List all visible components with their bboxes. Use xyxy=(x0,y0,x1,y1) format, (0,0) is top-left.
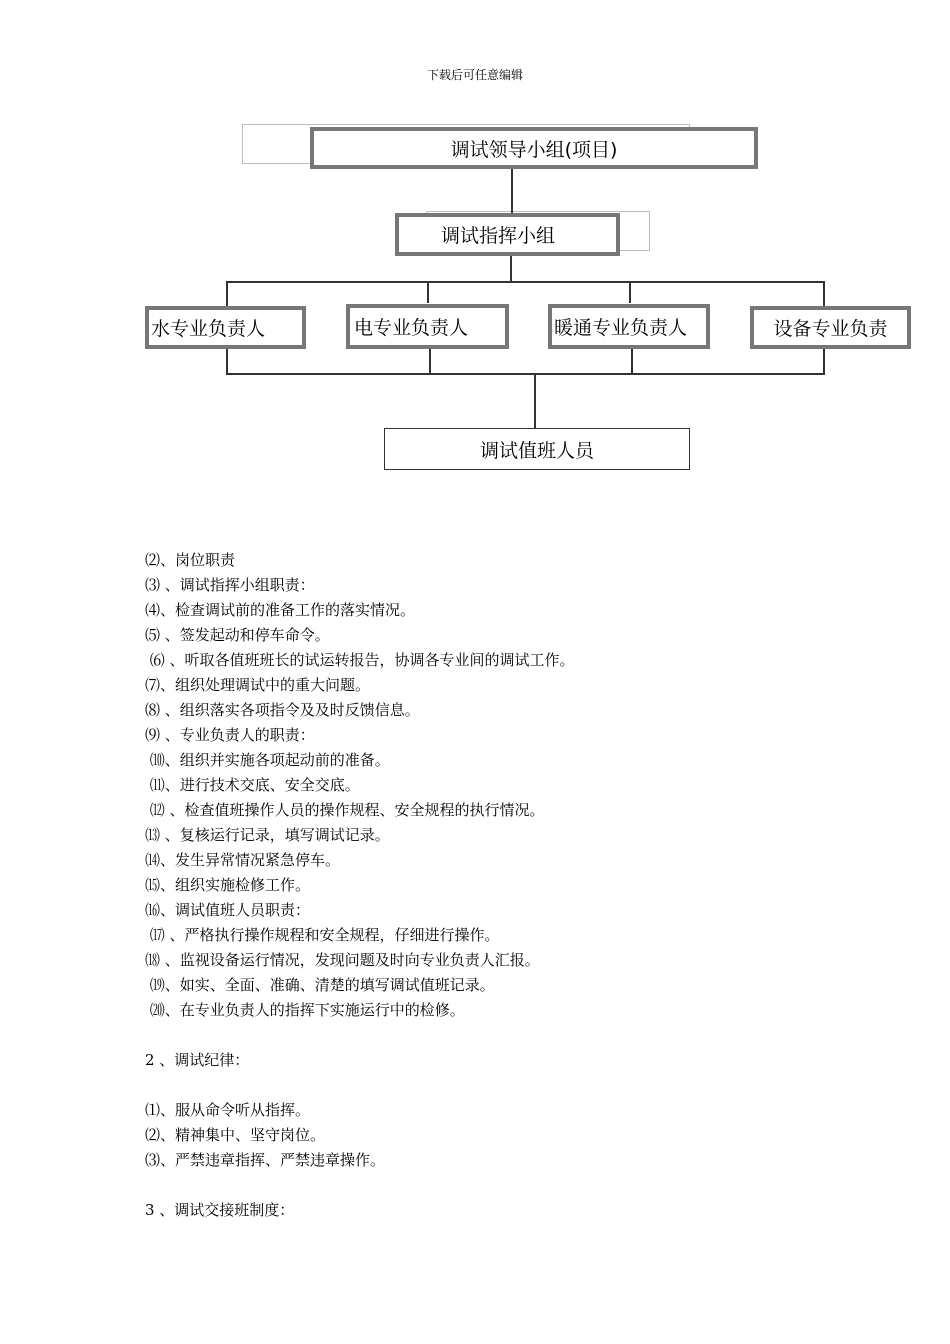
text-line: ⑿ 、检查值班操作人员的操作规程、安全规程的执行情况。 xyxy=(145,801,545,819)
electrical-specialist-box: 电专业负责人 xyxy=(346,304,509,349)
section-heading: 2 、调试纪律： xyxy=(145,1051,250,1069)
lower-rise-1 xyxy=(226,348,228,375)
page-header: 下载后可任意编辑 xyxy=(426,68,523,82)
lower-rise-2 xyxy=(429,348,431,375)
text-line: ⑶、严禁违章指挥、严禁违章操作。 xyxy=(145,1151,386,1169)
text-line: ⑺、组织处理调试中的重大问题。 xyxy=(145,676,371,694)
upper-drop-4 xyxy=(823,281,825,306)
text-line: ⑾、进行技术交底、安全交底。 xyxy=(145,776,360,794)
text-line: ⑷、检查调试前的准备工作的落实情况。 xyxy=(145,601,416,619)
upper-drop-3 xyxy=(629,281,631,303)
lower-rise-3 xyxy=(631,348,633,375)
text-line: ⑴、服从命令听从指挥。 xyxy=(145,1101,311,1119)
connector-top-to-command xyxy=(511,168,513,213)
text-line: ⑼ 、专业负责人的职责： xyxy=(145,726,315,744)
equipment-specialist-box: 设备专业负责 xyxy=(750,306,911,349)
section-heading: 3 、调试交接班制度： xyxy=(145,1201,295,1219)
lower-bus-line xyxy=(226,373,825,375)
water-specialist-box: 水专业负责人 xyxy=(145,306,306,349)
text-line: ⑵、岗位职责 xyxy=(145,551,236,569)
text-line: ⒇、在专业负责人的指挥下实施运行中的检修。 xyxy=(145,1001,465,1019)
connector-command-to-bus xyxy=(510,256,512,282)
top-leadership-box: 调试领导小组(项目) xyxy=(310,127,758,169)
text-line: ⑻ 、组织落实各项指令及及时反馈信息。 xyxy=(145,701,420,719)
text-line: ⒅ 、监视设备运行情况，发现问题及时向专业负责人汇报。 xyxy=(145,951,540,969)
upper-bus-line xyxy=(226,281,824,283)
lower-rise-4 xyxy=(823,348,825,375)
text-line: ⑽、组织并实施各项起动前的准备。 xyxy=(145,751,390,769)
connector-bus-to-duty xyxy=(534,373,536,429)
text-line: ⑹ 、听取各值班班长的试运转报告，协调各专业间的调试工作。 xyxy=(145,651,575,669)
text-line: ⒂、组织实施检修工作。 xyxy=(145,876,311,894)
document-body xyxy=(145,548,905,1223)
upper-drop-2 xyxy=(427,281,429,303)
text-line: ⒄ 、严格执行操作规程和安全规程，仔细进行操作。 xyxy=(145,926,500,944)
text-line: ⒁、发生异常情况紧急停车。 xyxy=(145,851,341,869)
text-line: ⒀ 、复核运行记录，填写调试记录。 xyxy=(145,826,390,844)
duty-staff-box: 调试值班人员 xyxy=(384,428,690,470)
org-chart xyxy=(0,0,950,520)
text-line: ⑸ 、签发起动和停车命令。 xyxy=(145,626,330,644)
text-line: ⒆、如实、全面、准确、清楚的填写调试值班记录。 xyxy=(145,976,495,994)
text-line: ⑵、精神集中、坚守岗位。 xyxy=(145,1126,326,1144)
hvac-specialist-box: 暖通专业负责人 xyxy=(548,304,710,349)
command-group-box: 调试指挥小组 xyxy=(395,213,620,256)
text-line: ⑶ 、调试指挥小组职责： xyxy=(145,576,315,594)
upper-drop-1 xyxy=(226,281,228,306)
text-line: ⒃、调试值班人员职责： xyxy=(145,901,311,919)
